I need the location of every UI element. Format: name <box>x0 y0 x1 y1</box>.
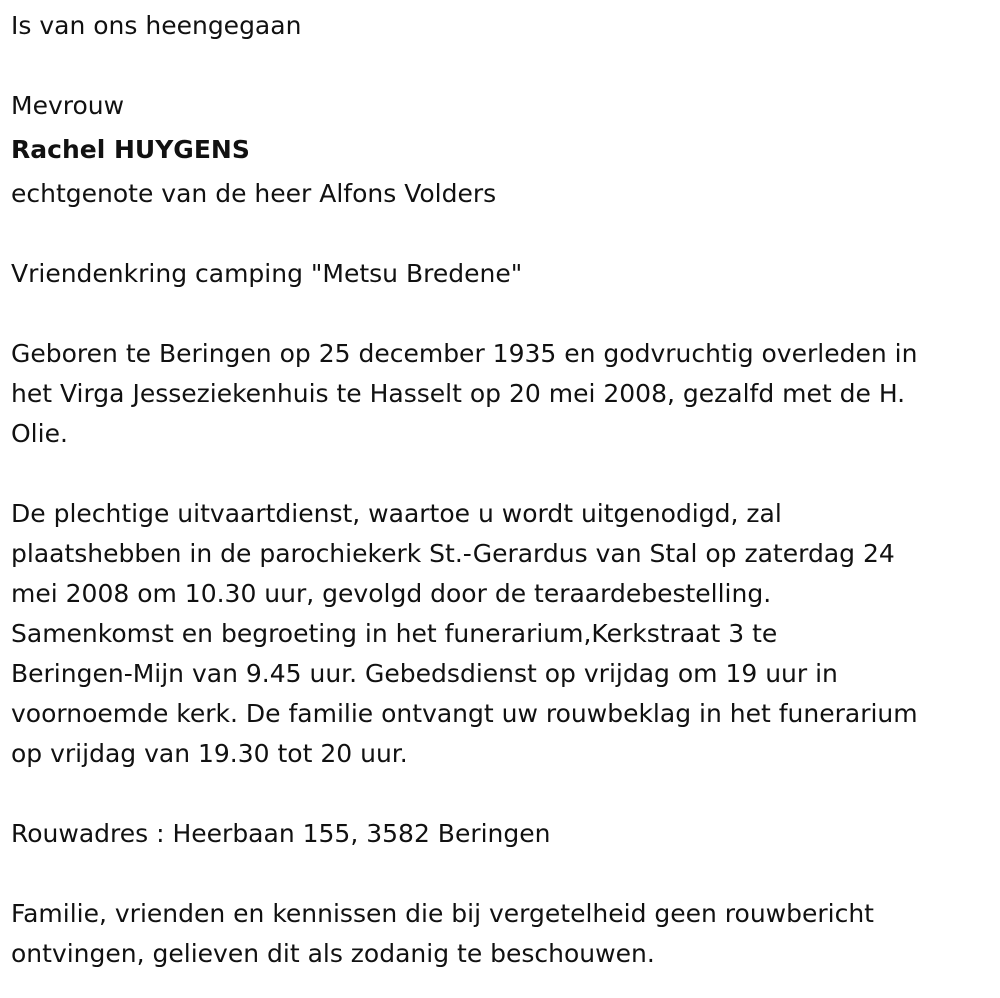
paragraph-line: ontvingen, gelieven dit als zodanig te beschouwen. <box>11 939 655 968</box>
paragraph-line: Olie. <box>11 419 68 448</box>
mourning-address: Rouwadres : Heerbaan 155, 3582 Beringen <box>11 819 551 848</box>
spacer <box>11 454 996 494</box>
birth-death-paragraph <box>11 334 996 454</box>
paragraph-line: Samenkomst en begroeting in het funerarium,Kerkstraat 3 te <box>11 619 778 648</box>
spacer <box>11 214 996 254</box>
paragraph-line: De plechtige uitvaartdienst, waartoe u wordt uitgenodigd, zal <box>11 499 782 528</box>
spacer <box>11 774 996 814</box>
funeral-paragraph <box>11 494 996 774</box>
paragraph-line: mei 2008 om 10.30 uur, gevolgd door de teraardebestelling. <box>11 579 772 608</box>
paragraph-line: voornoemde kerk. De familie ontvangt uw rouwbeklag in het funerarium <box>11 699 918 728</box>
notice-paragraph <box>11 894 996 974</box>
paragraph-line: plaatshebben in de parochiekerk St.-Gerardus van Stal op zaterdag 24 <box>11 539 895 568</box>
paragraph-line: Familie, vrienden en kennissen die bij vergetelheid geen rouwbericht <box>11 899 874 928</box>
paragraph-line: Beringen-Mijn van 9.45 uur. Gebedsdienst op vrijdag om 19 uur in <box>11 659 838 688</box>
paragraph-line: op vrijdag van 19.30 tot 20 uur. <box>11 739 408 768</box>
paragraph-line: het Virga Jesseziekenhuis te Hasselt op 20 mei 2008, gezalfd met de H. <box>11 379 906 408</box>
spacer <box>11 294 996 334</box>
deceased-name: Rachel HUYGENS <box>11 135 250 164</box>
spacer <box>11 46 996 86</box>
spouse-line: echtgenote van de heer Alfons Volders <box>11 179 497 208</box>
spacer <box>11 854 996 894</box>
salutation: Mevrouw <box>11 91 125 120</box>
sender-line: Vriendenkring camping "Metsu Bredene" <box>11 259 523 288</box>
paragraph-line: Geboren te Beringen op 25 december 1935 en godvruchtig overleden in <box>11 339 918 368</box>
intro-text: Is van ons heengegaan <box>11 11 302 40</box>
obituary-document <box>11 6 996 974</box>
